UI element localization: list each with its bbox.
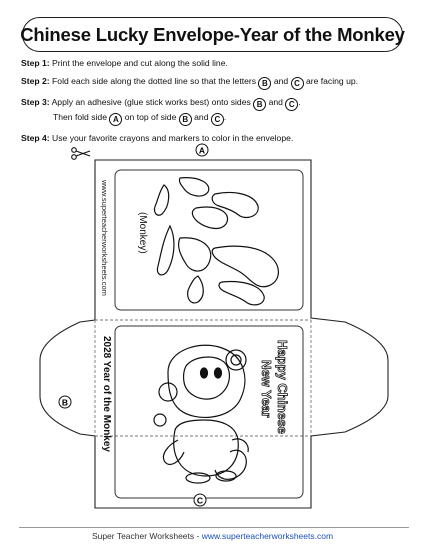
letter-b-badge: B xyxy=(258,77,271,90)
greeting-line-1: Happy Chinese xyxy=(275,340,290,434)
step-text: and xyxy=(268,97,283,107)
monkey-character-icon xyxy=(155,178,279,305)
step-text: Apply an adhesive (glue stick works best) onto sides xyxy=(51,97,251,107)
step-text: . xyxy=(298,97,301,107)
step-label: Step 1: xyxy=(21,58,50,68)
letter-b-badge: B xyxy=(253,98,266,111)
letter-c-badge: C xyxy=(211,113,224,126)
footer-link[interactable]: www.superteacherworksheets.com xyxy=(201,531,334,541)
svg-text:C: C xyxy=(196,495,204,506)
letter-a-badge: A xyxy=(109,113,122,126)
step-text: Fold each side along the dotted line so that the letters xyxy=(52,76,257,86)
letter-b-badge: B xyxy=(179,113,192,126)
step-text: and xyxy=(194,112,209,122)
step-label: Step 4: xyxy=(21,133,50,143)
step-text: and xyxy=(273,76,289,86)
step-text: Use your favorite crayons and markers to color in the envelope. xyxy=(52,133,294,143)
footer xyxy=(0,531,425,541)
svg-text:B: B xyxy=(61,397,69,408)
page-title: Chinese Lucky Envelope-Year of the Monkey xyxy=(20,23,405,45)
letter-a-marker xyxy=(196,144,208,156)
monkey-caption: (Monkey) xyxy=(137,212,148,254)
step-label: Step 2: xyxy=(21,76,50,86)
step-text: . xyxy=(223,112,227,122)
top-panel-url: www.superteacherworksheets.com xyxy=(100,180,109,296)
footer-divider xyxy=(19,527,409,528)
envelope-cut-outline xyxy=(40,160,388,508)
svg-text:A: A xyxy=(198,145,206,156)
step-text: Then fold side xyxy=(53,112,107,122)
scissors-icon xyxy=(72,148,90,160)
letter-c-badge: C xyxy=(285,98,298,111)
step-text: Print the envelope and cut along the solid line. xyxy=(52,58,228,68)
letter-b-marker xyxy=(59,396,71,408)
step-label: Step 3: xyxy=(21,97,50,107)
letter-c-marker xyxy=(194,494,206,506)
cartoon-monkey-illustration xyxy=(154,345,248,483)
step-text: on top of side xyxy=(124,112,177,122)
greeting-line-2: New Year xyxy=(259,360,274,418)
step-text: are facing up. xyxy=(305,76,359,86)
letter-c-badge: C xyxy=(291,77,304,90)
footer-brand: Super Teacher Worksheets - xyxy=(91,531,202,541)
year-caption: 2028 Year of the Monkey xyxy=(101,336,112,452)
